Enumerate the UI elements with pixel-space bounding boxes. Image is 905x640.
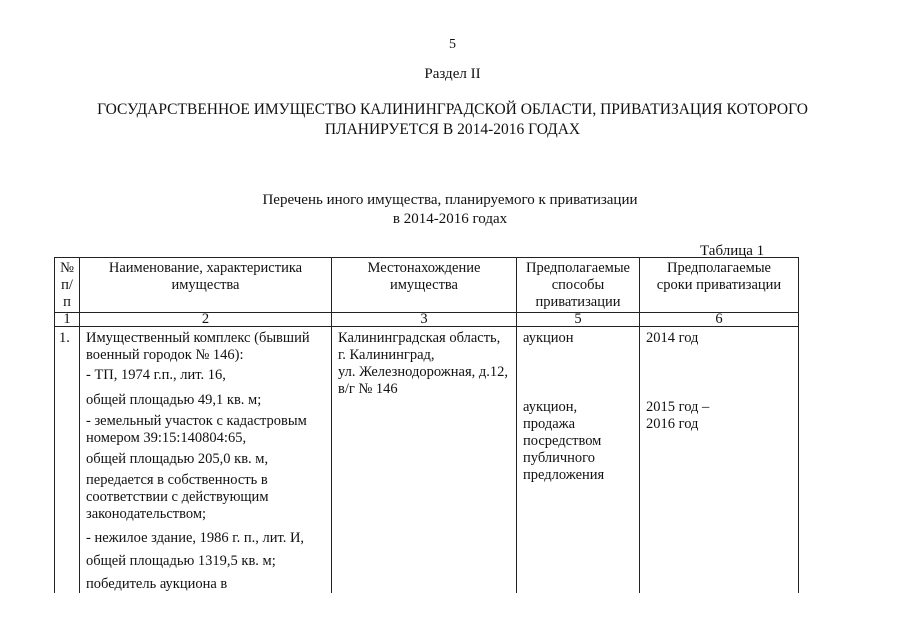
header-name bbox=[80, 258, 332, 313]
location-line: г. Калининград, bbox=[338, 347, 435, 363]
method-line: посредством bbox=[523, 433, 602, 449]
header-line: Наименование, характеристика bbox=[108, 260, 303, 276]
description-line: общей площадью 49,1 кв. м; bbox=[86, 392, 262, 408]
method-line: предложения bbox=[523, 467, 605, 483]
header-line: имущества bbox=[171, 277, 240, 293]
description-line: - земельный участок с кадастровым bbox=[86, 413, 307, 429]
page-number: 5 bbox=[449, 37, 456, 52]
method-line: аукцион, bbox=[523, 399, 578, 415]
list-subtitle bbox=[150, 191, 750, 229]
description-line: передается в собственность в bbox=[86, 472, 268, 488]
subtitle-line: Перечень иного имущества, планируемого к приватизации bbox=[262, 192, 638, 208]
description-line: военный городок № 146): bbox=[86, 347, 244, 363]
subtitle-line: в 2014-2016 годах bbox=[392, 211, 508, 227]
row-number: 1. bbox=[55, 327, 80, 594]
description-line: общей площадью 205,0 кв. м, bbox=[86, 451, 269, 467]
main-title-line: ГОСУДАРСТВЕННОЕ ИМУЩЕСТВО КАЛИНИНГРАДСКОЙ ОБЛАСТИ, ПРИВАТИЗАЦИЯ КОТОРОГО bbox=[97, 101, 808, 118]
description-line: законодательством; bbox=[86, 506, 207, 522]
column-number: 2 bbox=[80, 313, 332, 327]
column-number: 6 bbox=[640, 313, 799, 327]
header-line: № bbox=[60, 260, 74, 276]
column-number-row bbox=[55, 313, 799, 327]
main-title bbox=[60, 100, 845, 140]
column-number: 1 bbox=[55, 313, 80, 327]
description-line: соответствии с действующим bbox=[86, 489, 269, 505]
location-line: в/г № 146 bbox=[338, 381, 398, 397]
property-table bbox=[54, 257, 799, 593]
header-terms bbox=[640, 258, 799, 313]
table-label: Таблица 1 bbox=[700, 243, 765, 259]
term-line: 2014 год bbox=[646, 330, 699, 346]
header-number bbox=[55, 258, 80, 313]
section-title: Раздел II bbox=[424, 66, 481, 82]
table-header-row bbox=[55, 258, 799, 313]
description-line: - нежилое здание, 1986 г. п., лит. И, bbox=[86, 530, 305, 546]
header-location bbox=[332, 258, 517, 313]
header-line: Предполагаемые bbox=[666, 260, 771, 276]
term-block bbox=[646, 399, 792, 433]
description-line: Имущественный комплекс (бывший bbox=[86, 330, 310, 346]
header-line: п/ bbox=[61, 277, 73, 293]
method-line: продажа bbox=[523, 416, 576, 432]
header-line: Предполагаемые bbox=[525, 260, 630, 276]
header-line: сроки приватизации bbox=[656, 277, 782, 293]
header-line: приватизации bbox=[535, 294, 621, 310]
method-line: аукцион bbox=[523, 330, 574, 346]
method-block bbox=[523, 399, 633, 484]
location-line: Калининградская область, bbox=[338, 330, 501, 346]
description-line: победитель аукциона в bbox=[86, 576, 228, 592]
description-line: номером 39:15:140804:65, bbox=[86, 430, 247, 446]
column-number: 3 bbox=[332, 313, 517, 327]
location-line: ул. Железнодорожная, д.12, bbox=[338, 364, 508, 380]
table-row bbox=[55, 327, 799, 594]
column-number: 5 bbox=[517, 313, 640, 327]
header-line: имущества bbox=[389, 277, 458, 293]
header-line: Местонахождение bbox=[367, 260, 481, 276]
term-line: 2015 год – bbox=[646, 399, 710, 415]
header-line: способы bbox=[551, 277, 605, 293]
main-title-line: ПЛАНИРУЕТСЯ В 2014-2016 ГОДАХ bbox=[324, 121, 581, 138]
method-line: публичного bbox=[523, 450, 595, 466]
property-location bbox=[332, 327, 517, 594]
description-line: общей площадью 1319,5 кв. м; bbox=[86, 553, 276, 569]
header-line: п bbox=[63, 294, 71, 310]
description-line: - ТП, 1974 г.п., лит. 16, bbox=[86, 367, 226, 383]
property-description bbox=[80, 327, 332, 594]
header-methods bbox=[517, 258, 640, 313]
privatization-methods bbox=[517, 327, 640, 594]
term-line: 2016 год bbox=[646, 416, 699, 432]
privatization-terms bbox=[640, 327, 799, 594]
